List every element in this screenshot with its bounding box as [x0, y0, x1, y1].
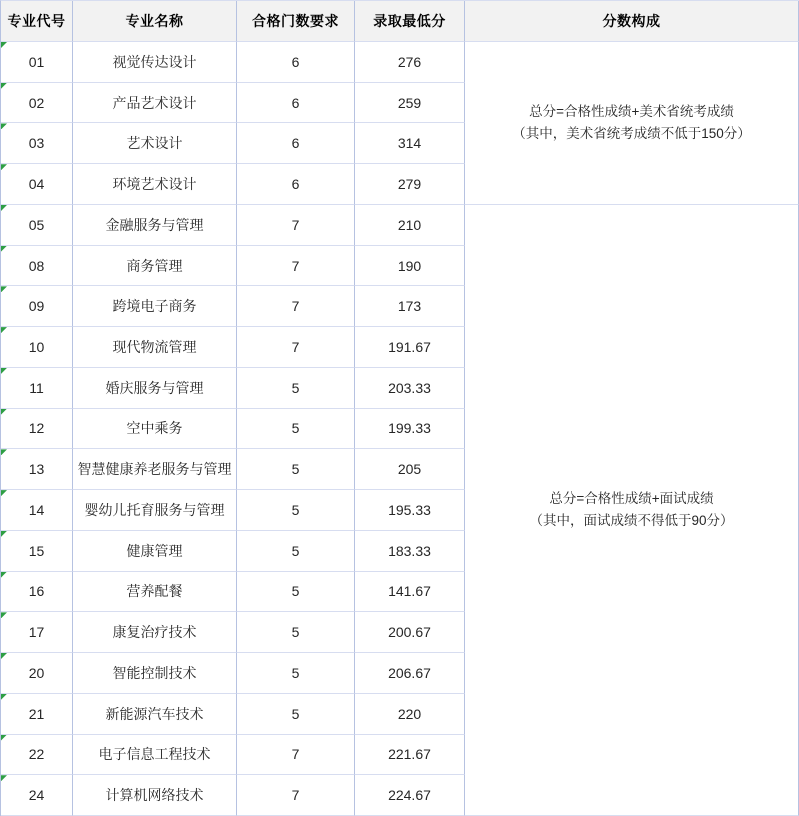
error-indicator-icon: [1, 612, 7, 618]
error-indicator-icon: [1, 286, 7, 292]
error-indicator-icon: [1, 735, 7, 741]
min-score-cell: 173: [355, 286, 465, 327]
min-score-cell: 199.33: [355, 409, 465, 450]
major-code-cell: 21: [1, 694, 73, 735]
error-indicator-icon: [1, 653, 7, 659]
major-name-cell: 商务管理: [73, 246, 237, 287]
min-score-cell: 276: [355, 42, 465, 83]
major-code-cell: 01: [1, 42, 73, 83]
major-name-cell: 婚庆服务与管理: [73, 368, 237, 409]
score-condition-art: （其中，美术省统考成绩不低于150分）: [512, 125, 751, 141]
required-courses-cell: 7: [237, 327, 355, 368]
major-name-cell: 健康管理: [73, 531, 237, 572]
required-courses-cell: 5: [237, 449, 355, 490]
min-score-cell: 141.67: [355, 572, 465, 613]
major-name-cell: 跨境电子商务: [73, 286, 237, 327]
major-name-cell: 新能源汽车技术: [73, 694, 237, 735]
major-code-cell: 08: [1, 246, 73, 287]
min-score-cell: 314: [355, 123, 465, 164]
error-indicator-icon: [1, 83, 7, 89]
min-score-cell: 203.33: [355, 368, 465, 409]
major-name-cell: 现代物流管理: [73, 327, 237, 368]
min-score-cell: 224.67: [355, 775, 465, 816]
score-formula-art: 总分=合格性成绩+美术省统考成绩: [529, 103, 734, 119]
error-indicator-icon: [1, 409, 7, 415]
required-courses-cell: 7: [237, 205, 355, 246]
header-min-score: 录取最低分: [355, 1, 465, 42]
major-name-cell: 空中乘务: [73, 409, 237, 450]
error-indicator-icon: [1, 775, 7, 781]
required-courses-cell: 7: [237, 775, 355, 816]
min-score-cell: 205: [355, 449, 465, 490]
major-name-cell: 康复治疗技术: [73, 612, 237, 653]
required-courses-cell: 7: [237, 735, 355, 776]
required-courses-cell: 7: [237, 286, 355, 327]
major-name-cell: 视觉传达设计: [73, 42, 237, 83]
error-indicator-icon: [1, 42, 7, 48]
required-courses-cell: 6: [237, 83, 355, 124]
error-indicator-icon: [1, 490, 7, 496]
error-indicator-icon: [1, 246, 7, 252]
major-code-cell: 12: [1, 409, 73, 450]
error-indicator-icon: [1, 123, 7, 129]
min-score-cell: 183.33: [355, 531, 465, 572]
min-score-cell: 190: [355, 246, 465, 287]
major-code-cell: 09: [1, 286, 73, 327]
min-score-cell: 221.67: [355, 735, 465, 776]
major-code-cell: 14: [1, 490, 73, 531]
score-composition-interview-group: [465, 205, 799, 816]
major-code-cell: 17: [1, 612, 73, 653]
major-code-cell: 16: [1, 572, 73, 613]
score-condition-interview: （其中，面试成绩不得低于90分）: [529, 512, 734, 528]
required-courses-cell: 5: [237, 612, 355, 653]
min-score-cell: 195.33: [355, 490, 465, 531]
major-code-cell: 03: [1, 123, 73, 164]
major-name-cell: 环境艺术设计: [73, 164, 237, 205]
min-score-cell: 206.67: [355, 653, 465, 694]
required-courses-cell: 5: [237, 368, 355, 409]
major-code-cell: 15: [1, 531, 73, 572]
major-name-cell: 营养配餐: [73, 572, 237, 613]
error-indicator-icon: [1, 449, 7, 455]
major-name-cell: 产品艺术设计: [73, 83, 237, 124]
min-score-cell: 200.67: [355, 612, 465, 653]
major-code-cell: 04: [1, 164, 73, 205]
required-courses-cell: 6: [237, 164, 355, 205]
header-major-name: 专业名称: [73, 1, 237, 42]
major-code-cell: 22: [1, 735, 73, 776]
major-code-cell: 13: [1, 449, 73, 490]
required-courses-cell: 5: [237, 490, 355, 531]
major-code-cell: 11: [1, 368, 73, 409]
min-score-cell: 191.67: [355, 327, 465, 368]
error-indicator-icon: [1, 531, 7, 537]
required-courses-cell: 5: [237, 572, 355, 613]
major-name-cell: 电子信息工程技术: [73, 735, 237, 776]
major-name-cell: 智能控制技术: [73, 653, 237, 694]
error-indicator-icon: [1, 164, 7, 170]
major-code-cell: 24: [1, 775, 73, 816]
min-score-cell: 220: [355, 694, 465, 735]
error-indicator-icon: [1, 694, 7, 700]
required-courses-cell: 6: [237, 123, 355, 164]
major-code-cell: 10: [1, 327, 73, 368]
major-name-cell: 智慧健康养老服务与管理: [73, 449, 237, 490]
required-courses-cell: 5: [237, 653, 355, 694]
required-courses-cell: 7: [237, 246, 355, 287]
error-indicator-icon: [1, 205, 7, 211]
required-courses-cell: 5: [237, 531, 355, 572]
error-indicator-icon: [1, 327, 7, 333]
header-score-composition: 分数构成: [465, 1, 799, 42]
score-formula-interview: 总分=合格性成绩+面试成绩: [549, 490, 714, 506]
header-major-code: 专业代号: [1, 1, 73, 42]
min-score-cell: 259: [355, 83, 465, 124]
major-name-cell: 婴幼儿托育服务与管理: [73, 490, 237, 531]
error-indicator-icon: [1, 572, 7, 578]
error-indicator-icon: [1, 368, 7, 374]
min-score-cell: 279: [355, 164, 465, 205]
required-courses-cell: 6: [237, 42, 355, 83]
major-name-cell: 金融服务与管理: [73, 205, 237, 246]
required-courses-cell: 5: [237, 409, 355, 450]
required-courses-cell: 5: [237, 694, 355, 735]
major-name-cell: 计算机网络技术: [73, 775, 237, 816]
major-name-cell: 艺术设计: [73, 123, 237, 164]
score-composition-art-group: [465, 42, 799, 205]
major-code-cell: 05: [1, 205, 73, 246]
header-required-courses: 合格门数要求: [237, 1, 355, 42]
major-code-cell: 02: [1, 83, 73, 124]
min-score-cell: 210: [355, 205, 465, 246]
major-code-cell: 20: [1, 653, 73, 694]
